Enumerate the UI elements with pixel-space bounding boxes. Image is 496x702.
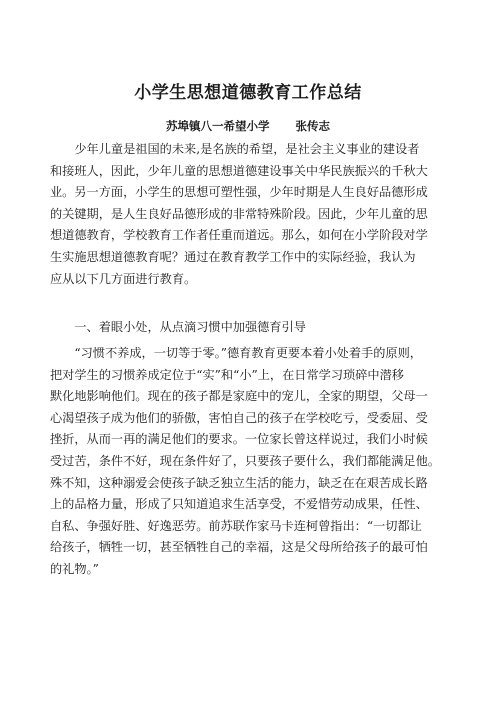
paragraph-line: 自私、争强好胜、好逸恶劳。前苏联作家马卡连柯曾指出：“一切都让 [50,518,422,533]
paragraph-line: 给孩子，牺牲一切，甚至牺牲自己的幸福，这是父母所给孩子的最可怕 [50,540,428,555]
paragraph-line: 上的品格力量，形成了只知道追求生活享受，不爱惜劳动成果，任性、 [50,497,428,512]
paragraph-habits [50,343,456,581]
paragraph-line: 和接班人，因此，少年儿童的思想道德建设事关中华民族振兴的千秋大 [50,163,428,178]
author-school: 苏埠镇八一希望小学 [166,119,270,133]
paragraph-line: 受过苦，条件不好，现在条件好了，只要孩子要什么，我们都能满足他。 [50,453,440,468]
paragraph-line: 想道德教育，学校教育工作者任重而道远。那么，如何在小学阶段对学 [50,228,428,243]
paragraph-line: 把对学生的习惯养成定位于“实”和“小”上，在日常学习琐碎中潜移 [50,367,404,382]
author-name: 张传志 [295,119,330,133]
paragraph-line: “习惯不养成，一切等于零。”德育教育更要本着小处着手的原则， [50,346,422,360]
paragraph-line: 心渴望孩子成为他们的骄傲，害怕自己的孩子在学校吃亏，受委屈、受 [50,410,428,425]
paragraph-line: 殊不知，这种溺爱会使孩子缺乏独立生活的能力，缺乏在在艰苦成长路 [50,475,428,490]
paragraph-intro [50,139,456,290]
paragraph-line: 默化地影响他们。现在的孩子都是家庭中的宠儿，全家的期望，父母一 [50,389,428,404]
paragraph-line: 的礼物。” [50,561,99,576]
section-heading-text: 一、着眼小处，从点滴习惯中加强德育引导 [50,320,306,334]
paragraph-line: 业。另一方面，小学生的思想可塑性强，少年时期是人生良好品德形成 [50,185,428,200]
section-heading [50,317,456,339]
byline [0,118,496,134]
paragraph-line: 挫折，从而一再的满足他们的要求。一位家长曾这样说过，我们小时候 [50,432,428,447]
document-title: 小学生思想道德教育工作总结 [134,83,362,103]
paragraph-line: 生实施思想道德教育呢？通过在教育教学工作中的实际经验，我认为 [50,249,416,264]
paragraph-line: 应从以下几方面进行教育。 [50,271,197,286]
paragraph-line: 的关键期，是人生良好品德形成的非常特殊阶段。因此，少年儿童的思 [50,206,428,221]
paragraph-line: 少年儿童是祖国的未来,是名族的希望，是社会主义事业的建设者 [50,142,420,156]
